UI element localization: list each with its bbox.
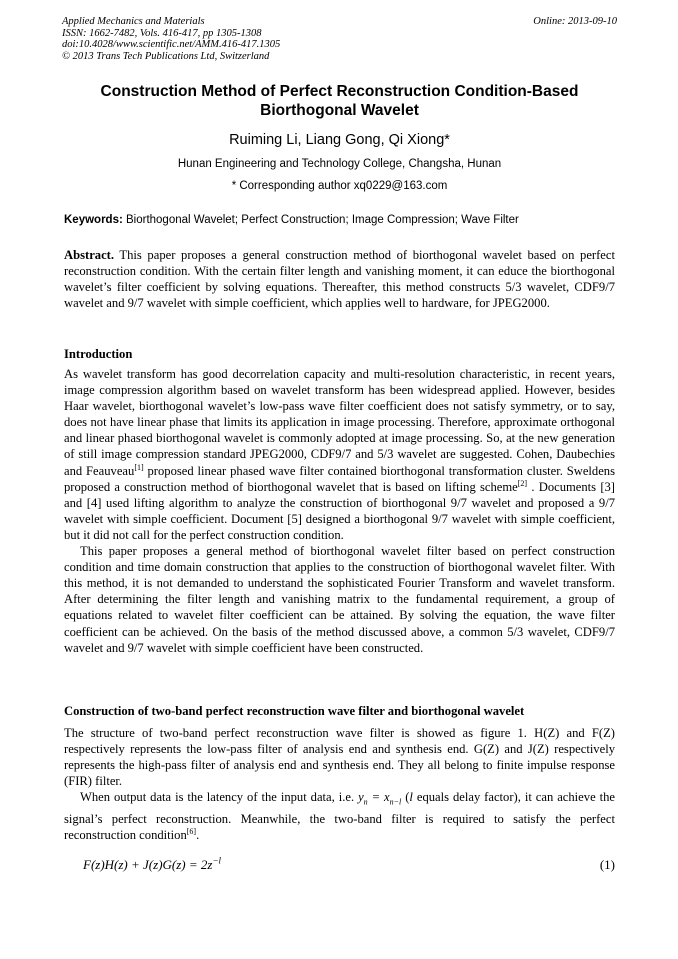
equation-number: (1) xyxy=(599,857,615,872)
math-var: l xyxy=(409,790,413,805)
intro-paragraph-1 xyxy=(64,366,615,543)
text-run: proposed linear phased wave filter contained biorthogonal transformation cluster. Sweldens proposed a construction method of biorthogonal wavelet that is based on lifting scheme xyxy=(64,463,615,494)
math-sub: n−l xyxy=(389,797,402,807)
citation-1: [1] xyxy=(134,462,144,472)
intro-paragraph-2: This paper proposes a general method of biorthogonal wavelet filter based on perfect construction condition and time domain construction that applies to the construction of biorthogonal wavelet filter. With this method, it is not demanded to understand the sophisticated Fourier Transform and wavelet transform. After determining the filter length and vanishing matrix to the fundamental requirement, a group of equations related to wavelet filter coefficient can be attained. By solving the equation, the wave filter coefficient can be achieved. On the basis of the method discussed above, a common 5/3 wavelet, CDF9/7 wavelet and 9/7 wavelet with simple coefficient have been constructed. xyxy=(64,544,615,655)
copyright: © 2013 Trans Tech Publications Ltd, Switzerland xyxy=(62,50,270,62)
text-run: . Documents [3] and [4] used lifting algorithm to analyze the construction of biorthogonal 9/7 wavelet and proposed a 9/7 wavelet with simple coefficient. Document [5] designed a biorthogonal 9/7 wavelet with simple coefficient, but it did not call for the perfect construction condition. xyxy=(64,479,616,542)
affiliation: Hunan Engineering and Technology College, Changsha, Hunan xyxy=(177,158,502,170)
section-heading-construction: Construction of two-band perfect reconstruction wave filter and biorthogonal wavelet xyxy=(64,704,525,718)
corresponding-author: * Corresponding author xq0229@163.com xyxy=(231,180,448,192)
authors: Ruiming Li, Liang Gong, Qi Xiong* xyxy=(229,132,450,148)
abstract-label: Abstract. xyxy=(64,248,115,262)
paper-title xyxy=(62,82,617,120)
title-line-2: Biorthogonal Wavelet xyxy=(260,102,419,119)
title-line-1: Construction Method of Perfect Reconstruction Condition-Based xyxy=(100,83,579,100)
construction-paragraph-2 xyxy=(64,789,615,843)
math-var: = x xyxy=(367,790,390,805)
abstract xyxy=(64,247,615,311)
citation-2: [2] xyxy=(517,478,528,488)
keywords-list: Biorthogonal Wavelet; Perfect Construction; Image Compression; Wave Filter xyxy=(122,214,519,226)
keywords xyxy=(64,213,617,227)
text-run: As wavelet transform has good decorrelation capacity and multi-resolution characteristic, in recent years, image compression algorithm based on wavelet transform has been widespread applied. However, besides Haar wavelet, biorthogonal wavelet’s low-pass wave filter coefficient does not satisfy symmetry, or to say, does not have linear phase that limits its application in image processing. Therefore, approximate orthogonal and linear phased biorthogonal wavelet is commonly adopted at image processing. So, at the new generation of still image compression standard JPEG2000, CDF9/7 and 5/3 wavelet are suggested. Cohen, Daubechies and Feauveau xyxy=(64,367,615,478)
text-run: ( xyxy=(401,790,410,805)
equation-1 xyxy=(83,857,615,873)
citation-6: [6] xyxy=(186,826,197,836)
journal-header xyxy=(62,16,617,62)
keywords-label: Keywords: xyxy=(64,214,123,226)
abstract-text: This paper proposes a general construction method of biorthogonal wavelet based on perfect reconstruction condition. With the certain filter length and vanishing moment, it can educe the biorthogonal wavelet’s filter coefficient by solving equations. Thereafter, this method constructs 5/3 wavelet, CDF9/7 wavelet and 9/7 wavelet with simple coefficient, which applies well to hardware, for JPEG2000. xyxy=(64,248,615,311)
equation-exponent: −l xyxy=(212,855,222,866)
text-run: . xyxy=(196,828,200,843)
equation-text: F(z)H(z) + J(z)G(z) = 2z xyxy=(83,857,213,872)
math-var: y xyxy=(358,790,364,805)
math-sub: n xyxy=(363,797,368,807)
construction-paragraph-1: The structure of two-band perfect reconstruction wave filter is showed as figure 1. H(Z) and F(Z) respectively represents the low-pass filter of analysis end and synthesis end. G(Z) and J(Z) respectively represents the high-pass filter of analysis end and synthesis end. They all belong to finite impulse response (FIR) filter. xyxy=(64,726,615,789)
equation-body xyxy=(83,857,221,872)
doi: doi:10.4028/www.scientific.net/AMM.416-417.1305 xyxy=(62,39,281,51)
online-date: Online: 2013-09-10 xyxy=(533,16,617,27)
issn: ISSN: 1662-7482, Vols. 416-417, pp 1305-1308 xyxy=(62,27,262,39)
text-run: equals delay factor), it can achieve the signal’s perfect reconstruction. Meanwhile, the two-band filter is required to satisfy the perfect reconstruction condition xyxy=(64,790,615,843)
text-run: When output data is the latency of the input data, i.e. xyxy=(80,790,359,805)
section-heading-introduction: Introduction xyxy=(64,347,133,361)
inline-math xyxy=(358,790,402,807)
journal-name: Applied Mechanics and Materials xyxy=(62,16,205,27)
construction-section xyxy=(64,725,615,843)
introduction-section xyxy=(64,366,615,656)
